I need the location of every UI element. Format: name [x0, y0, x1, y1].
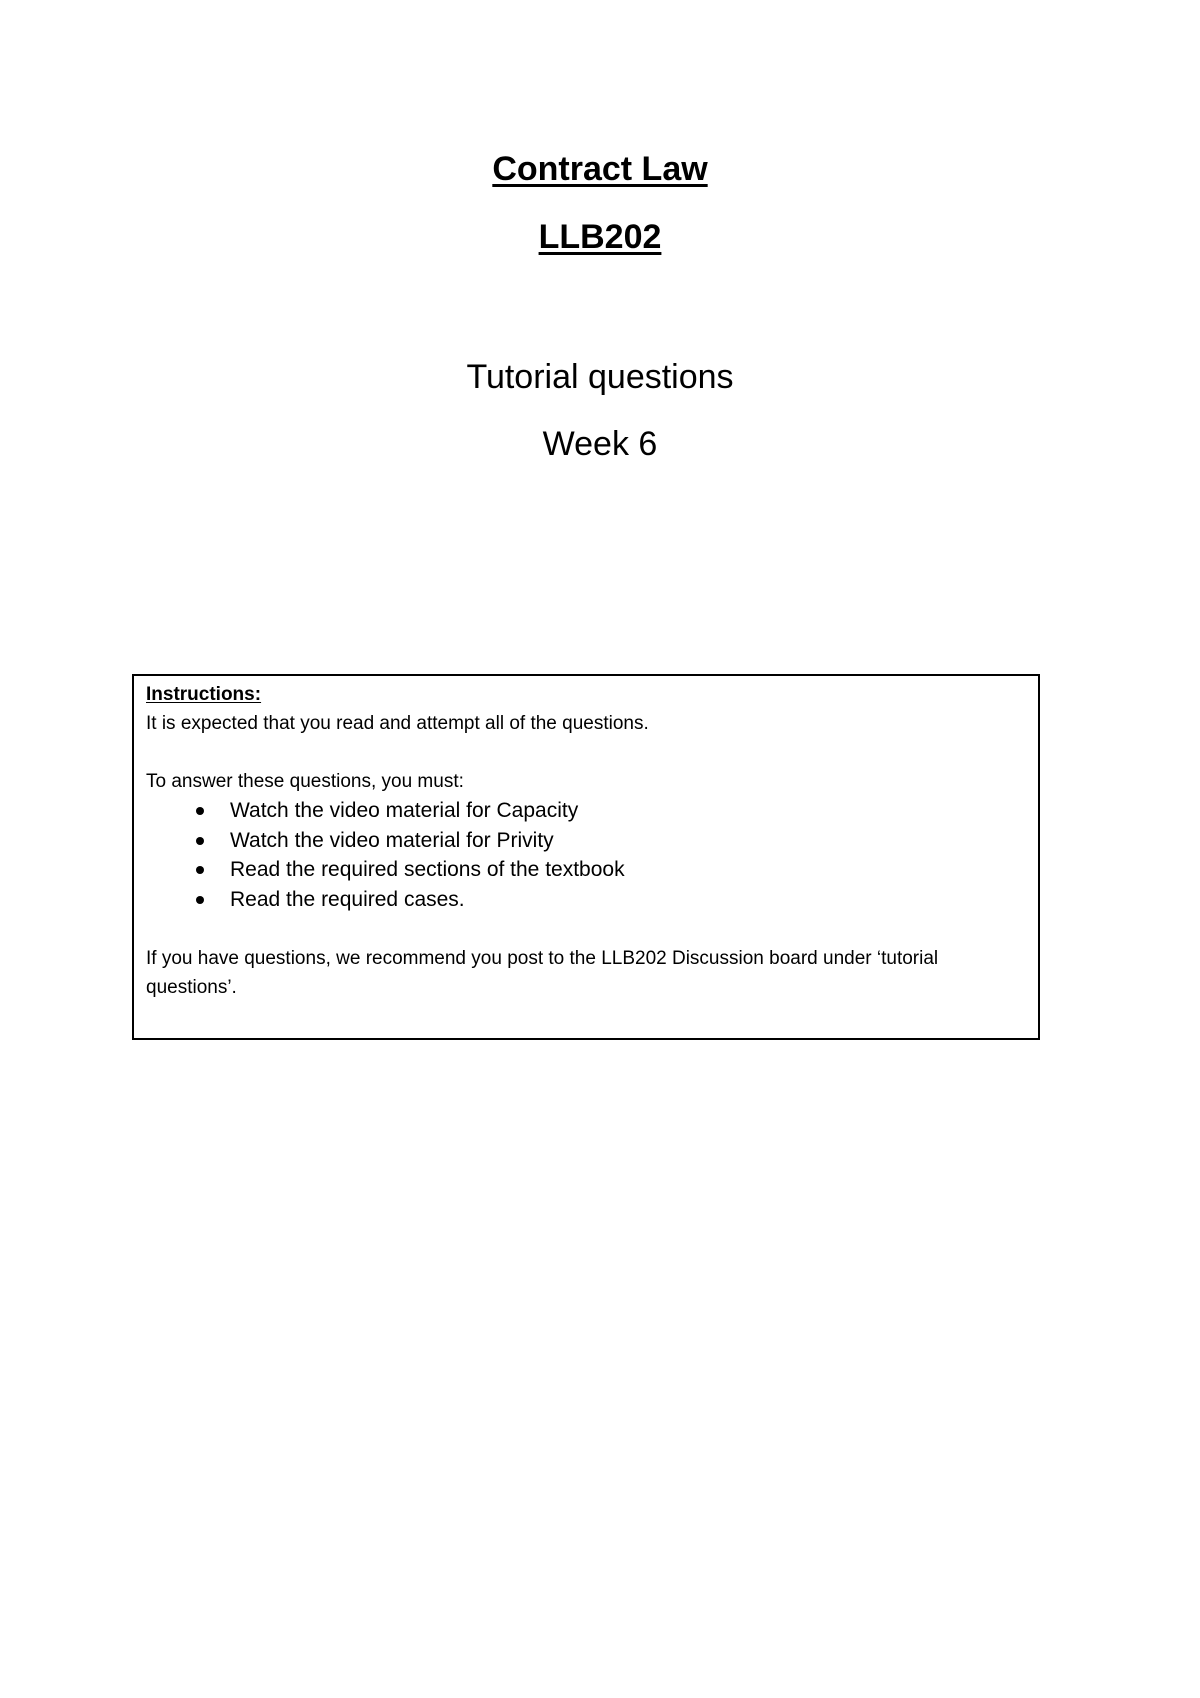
spacer	[146, 738, 1026, 767]
list-item	[196, 885, 1026, 915]
week-label: Week 6	[542, 425, 658, 463]
instructions-intro: It is expected that you read and attempt all of the questions.	[146, 713, 649, 734]
list-item	[196, 796, 1026, 826]
instructions-box	[132, 674, 1040, 1040]
requirements-list	[146, 796, 1026, 914]
list-item-label: Read the required cases.	[230, 887, 465, 911]
instructions-heading: Instructions:	[146, 684, 262, 705]
bullet-icon	[196, 866, 204, 874]
instructions-lead-in: To answer these questions, you must:	[146, 771, 464, 792]
course-code: LLB202	[538, 218, 662, 256]
list-item-label: Watch the video material for Capacity	[230, 799, 579, 822]
list-item	[196, 826, 1026, 856]
bullet-icon	[196, 837, 204, 845]
bullet-icon	[196, 896, 204, 904]
instructions-footer: If you have questions, we recommend you post to the LLB202 Discussion board under ‘tutorial questions’.	[146, 948, 939, 998]
document-subtitle: Tutorial questions	[466, 358, 734, 396]
list-item	[196, 855, 1026, 885]
document-title: Contract Law	[492, 150, 708, 188]
list-item-label: Watch the video material for Privity	[230, 828, 554, 852]
bullet-icon	[196, 807, 204, 815]
list-item-label: Read the required sections of the textbook	[230, 858, 625, 881]
